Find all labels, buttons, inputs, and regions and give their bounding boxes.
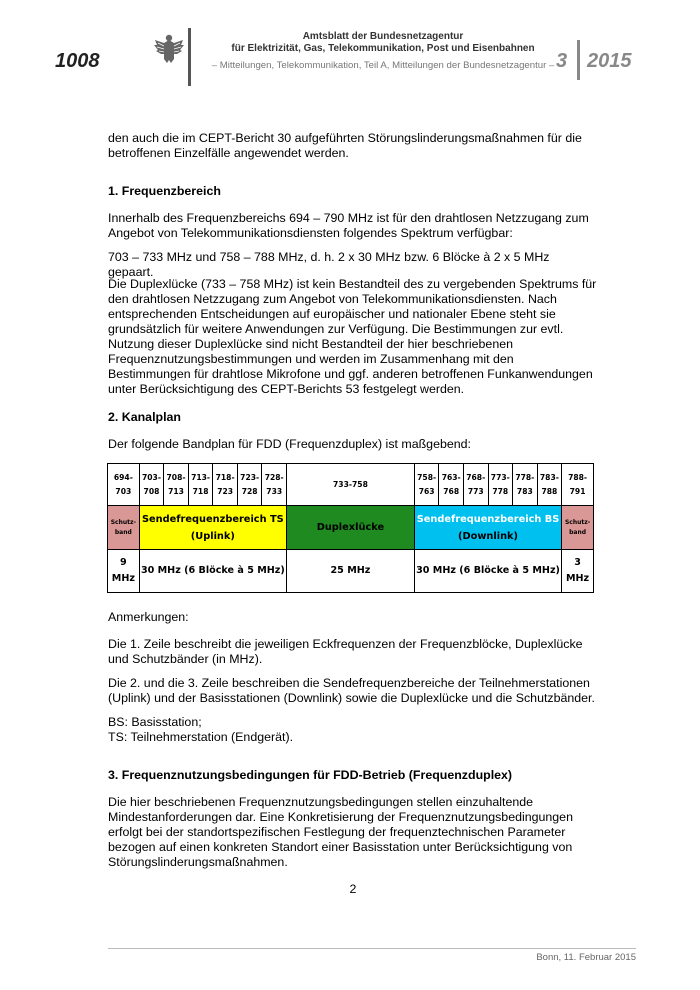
duplex-gap: Duplexlücke (286, 506, 414, 550)
notes-heading: Anmerkungen: (108, 610, 189, 624)
abbr-ts: TS: Teilnehmerstation (Endgerät). (108, 730, 294, 744)
section-caption: – Mitteilungen, Telekommunikation, Teil A, Mitteilungen der Bundesnetzagentur – (211, 60, 555, 71)
freq-cell: 718-723 (213, 464, 238, 506)
issue-number: 3 (556, 50, 568, 72)
note-1: Die 1. Zeile beschreibt die jeweiligen Eckfrequenzen der Frequenzblöcke, Duplexlücke und Schutzbänder (in MHz). (108, 637, 583, 666)
downlink-band (414, 506, 561, 550)
guard-band-right: Schutz-band (562, 506, 594, 550)
section-1-paragraph-2: 703 – 733 MHz und 758 – 788 MHz, d. h. 2 x 30 MHz bzw. 6 Blöcke à 2 x 5 MHz gepaart. (108, 250, 550, 279)
bandwidth-row (108, 550, 594, 593)
frequency-row (108, 464, 594, 506)
intro-paragraph: den auch die im CEPT-Bericht 30 aufgeführten Störungslinderungsmaßnahmen für die betroffenen Einzelfälle angewendet werden. (108, 131, 582, 160)
downlink-label: Sendefrequenzbereich BS (416, 513, 560, 525)
section-3-heading: 3. Frequenznutzungsbedingungen für FDD-Betrieb (Frequenzduplex) (108, 768, 513, 782)
section-2-heading: 2. Kanalplan (108, 410, 181, 424)
section-1-paragraph-3: Die Duplexlücke (733 – 758 MHz) ist kein Bestandteil des zu vergebenden Spektrums für den drahtlosen Netzzugang zum Angebot von Telekommunikationsdiensten. Nach entsprechenden Entscheidungen auf europäischer und nationaler Ebene steht sie grundsätzlich für weitere Anwendungen zur Verfügung. Die Bestimmungen zur evtl. Nutzung dieser Duplexlücke sind nicht Bestandteil der hier beschriebenen Frequenznutzungsbestimmungen und werden im Zusammenhang mit den Bestimmungen für drahtlose Mikrofone und ggf. anderen betroffenen Funkanwendungen unter Berücksichtigung des CEPT-Berichts 53 festgelegt werden. (108, 277, 597, 396)
usage-row (108, 506, 594, 550)
freq-cell: 773-778 (488, 464, 513, 506)
freq-cell: 708-713 (164, 464, 189, 506)
uplink-band (139, 506, 286, 550)
section-2-paragraph-1: Der folgende Bandplan für FDD (Frequenzduplex) ist maßgebend: (108, 437, 471, 451)
freq-cell: 694-703 (108, 464, 140, 506)
footer-date: Bonn, 11. Februar 2015 (536, 952, 636, 963)
inner-page-number: 2 (349, 882, 357, 896)
uplink-label: Sendefrequenzbereich TS (141, 513, 284, 525)
freq-cell: 788-791 (562, 464, 594, 506)
bw-downlink: 30 MHz (6 Blöcke à 5 MHz) (414, 550, 561, 593)
publication-subtitle: für Elektrizität, Gas, Telekommunikation, Post und Eisenbahnen (231, 43, 535, 54)
bw-uplink: 30 MHz (6 Blöcke à 5 MHz) (139, 550, 286, 593)
note-2: Die 2. und die 3. Zeile beschreiben die Sendefrequenzbereiche der Teilnehmerstationen (Uplink) und der Basisstationen (Downlink) sowie die Duplexlücke und die Schutzbänder. (108, 676, 595, 705)
issue-year: 2015 (587, 50, 632, 72)
freq-cell: 713-718 (188, 464, 213, 506)
freq-cell: 758-763 (414, 464, 439, 506)
freq-cell: 783-788 (537, 464, 562, 506)
publication-title: Amtsblatt der Bundesnetzagentur (302, 31, 464, 42)
section-3-paragraph-1: Die hier beschriebenen Frequenznutzungsbedingungen stellen einzuhaltende Mindestanforderungen dar. Eine Konkretisierung der Frequenznutzungsbedingungen erfolgt bei der standortspezifischen Festlegung der frequenztechnischen Parameter bezogen auf einen konkreten Standort einer Basisstation unter Berücksichtigung von Störungslinderungsmaßnahmen. (108, 795, 573, 869)
bandplan-table (107, 463, 594, 593)
downlink-sublabel: (Downlink) (457, 530, 519, 542)
freq-cell-duplex: 733-758 (286, 464, 414, 506)
guard-band-left: Schutz-band (108, 506, 140, 550)
freq-cell: 768-773 (463, 464, 488, 506)
footer-divider (108, 948, 636, 949)
freq-cell: 723-728 (237, 464, 262, 506)
freq-cell: 763-768 (439, 464, 464, 506)
issue-divider (577, 40, 580, 80)
section-1-paragraph-1: Innerhalb des Frequenzbereichs 694 – 790 MHz ist für den drahtlosen Netzzugang zum Angebot von Telekommunikationsdiensten folgendes Spektrum verfügbar: (108, 211, 589, 240)
uplink-sublabel: (Uplink) (190, 530, 235, 542)
federal-eagle-icon (152, 32, 186, 66)
bw-duplex: 25 MHz (286, 550, 414, 593)
page-number: 1008 (55, 50, 100, 72)
abbr-bs: BS: Basisstation; (108, 715, 202, 729)
freq-cell: 778-783 (513, 464, 538, 506)
header-divider (188, 28, 191, 86)
freq-cell: 703-708 (139, 464, 164, 506)
section-1-heading: 1. Frequenzbereich (108, 184, 221, 198)
bw-left-guard: 9 MHz (108, 550, 140, 593)
bw-right-guard: 3 MHz (562, 550, 594, 593)
freq-cell: 728-733 (262, 464, 287, 506)
